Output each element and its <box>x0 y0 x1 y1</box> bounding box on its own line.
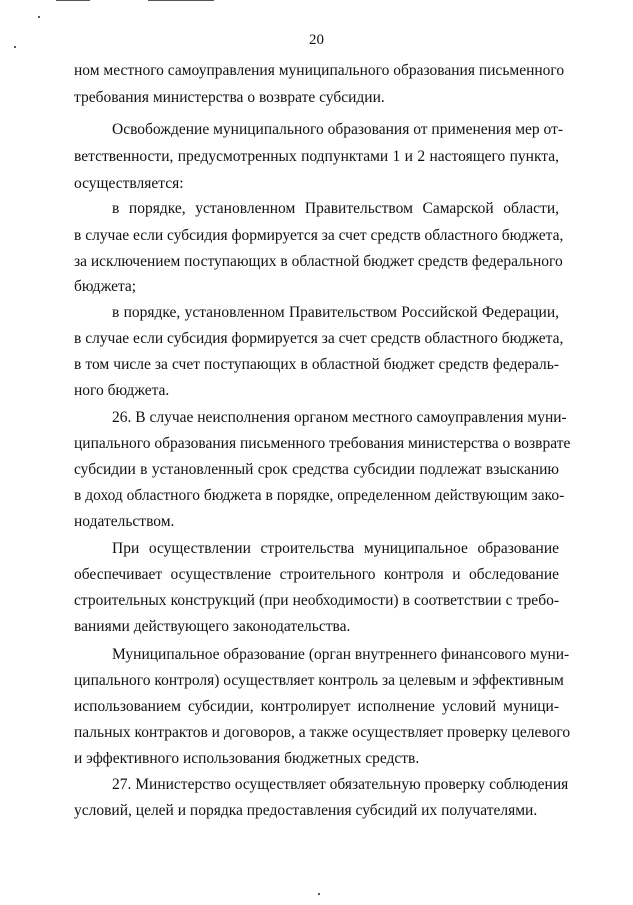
text-line: ного бюджета. <box>74 382 170 399</box>
text-line: ципального контроля) осуществляет контроль за целевым и эффективным <box>74 672 564 689</box>
text-line: в том числе за счет поступающих в областной бюджет средств федераль- <box>74 356 559 373</box>
text-line: и эффективного использования бюджетных средств. <box>74 750 420 767</box>
text-line: субсидии в установленный срок средства субсидии подлежат взысканию <box>74 461 559 478</box>
text-line: При осуществлении строительства муниципальное образование <box>112 540 559 557</box>
scan-edge-line <box>148 0 214 1</box>
text-line: 26. В случае неисполнения органом местного самоуправления муни- <box>112 409 567 426</box>
text-line: использованием субсидии, контролирует исполнение условий муници- <box>74 698 559 715</box>
text-line: за исключением поступающих в областной бюджет средств федерального <box>74 253 563 270</box>
text-line: ваниями действующего законодательства. <box>74 618 351 635</box>
text-line: бюджета; <box>74 278 137 295</box>
text-line: 27. Министерство осуществляет обязательную проверку соблюдения <box>112 776 569 793</box>
scan-speck <box>38 16 40 18</box>
text-line: в порядке, установленном Правительством Самарской области, <box>112 200 559 217</box>
text-line: нодательством. <box>74 513 175 530</box>
text-line: условий, целей и порядка предоставления субсидий их получателями. <box>74 802 538 819</box>
text-line: Освобождение муниципального образования от применения мер от- <box>112 121 564 138</box>
text-line: ветственности, предусмотренных подпунктами 1 и 2 настоящего пункта, <box>74 148 559 165</box>
text-line: ном местного самоуправления муниципального образования письменного <box>74 62 565 79</box>
text-line: Муниципальное образование (орган внутреннего финансового муни- <box>112 646 570 663</box>
text-line: строительных конструкций (при необходимости) в соответствии с требо- <box>74 592 559 609</box>
page-number: 20 <box>309 32 324 48</box>
text-line: в порядке, установленном Правительством Российской Федерации, <box>112 304 559 321</box>
scan-speck <box>318 893 320 895</box>
text-line: осуществляется: <box>74 175 184 192</box>
text-line: пальных контрактов и договоров, а также осуществляет проверку целевого <box>74 724 571 741</box>
text-line: обеспечивает осуществление строительного контроля и обследование <box>74 566 559 583</box>
text-line: в доход областного бюджета в порядке, определенном действующим зако- <box>74 487 565 504</box>
scan-edge-line <box>56 0 90 1</box>
text-line: в случае если субсидия формируется за счет средств областного бюджета, <box>74 330 564 347</box>
text-line: требования министерства о возврате субсидии. <box>74 89 385 106</box>
text-line: в случае если субсидия формируется за счет средств областного бюджета, <box>74 227 564 244</box>
text-line: ципального образования письменного требования министерства о возврате <box>74 435 571 452</box>
